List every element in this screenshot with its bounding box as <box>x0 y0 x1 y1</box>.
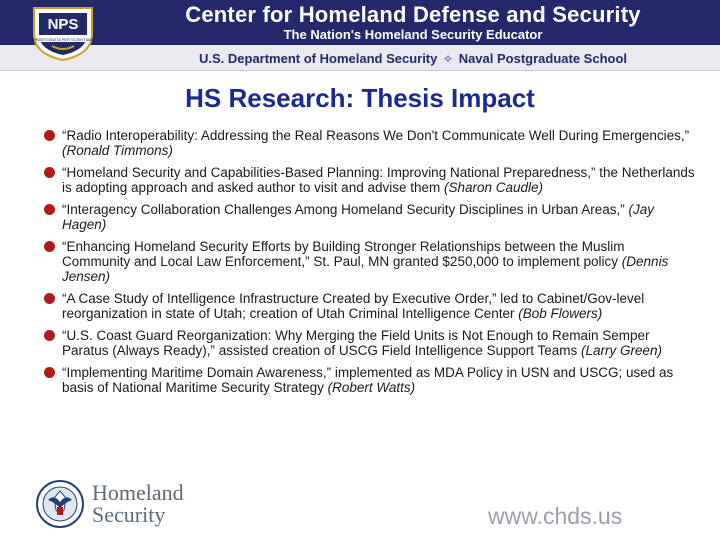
item-author: (Sharon Caudle) <box>444 180 544 195</box>
diamond-icon: ✧ <box>443 52 454 66</box>
item-text: “Interagency Collaboration Challenges Among Homeland Security Disciplines in Urban Areas,” <box>62 202 629 217</box>
dhs-wordmark-line2: Security <box>92 502 166 527</box>
dhs-seal-icon <box>36 480 84 528</box>
item-author: (Ronald Timmons) <box>62 143 173 158</box>
item-author: (Larry Green) <box>580 343 663 358</box>
item-text: “Radio Interoperability: Addressing the Real Reasons We Don't Communicate Well During Emergencies,” <box>62 128 690 143</box>
item-text: “A Case Study of Intelligence Infrastructure Created by Executive Order,” led to Cabinet/Gov-level reorganization in state of Utah; creation of Utah Criminal Intelligence Center <box>62 291 645 321</box>
item-text: “U.S. Coast Guard Reorganization: Why Merging the Field Units is Not Enough to Remain Semper Paratus (Always Ready),” assisted creation of USCG Field Intelligence Support Teams <box>62 328 650 358</box>
list-item <box>44 128 696 158</box>
bullet-icon <box>44 204 55 215</box>
list-item <box>44 291 696 321</box>
list-item <box>44 202 696 232</box>
bullet-icon <box>44 167 55 178</box>
slide-title: HS Research: Thesis Impact <box>185 83 535 113</box>
nps-logo <box>30 4 96 62</box>
list-item <box>44 365 696 395</box>
list-item <box>44 165 696 195</box>
list-item <box>44 239 696 284</box>
item-text: “Homeland Security and Capabilities-Based Planning: Improving National Preparedness,” the Netherlands is adopting approach and asked author to visit and advise them <box>62 165 695 195</box>
bullet-icon <box>44 293 55 304</box>
partner-nps: Naval Postgraduate School <box>458 51 628 66</box>
footer-url[interactable]: www.chds.us <box>488 503 623 529</box>
item-text: “Enhancing Homeland Security Efforts by Building Stronger Relationships between the Muslim Community and Local Law Enforcement,” St. Paul, MN granted $250,000 to implement policy <box>62 239 625 269</box>
item-author: (Robert Watts) <box>327 380 416 395</box>
item-text: “Implementing Maritime Domain Awareness,” implemented as MDA Policy in USN and USCG; used as basis of National Maritime Security Strategy <box>62 365 674 395</box>
bullet-icon <box>44 367 55 378</box>
bullet-icon <box>44 330 55 341</box>
dhs-wordmark-line1: Homeland <box>92 480 184 505</box>
partner-line <box>118 51 708 66</box>
list-item <box>44 328 696 358</box>
thesis-list <box>44 128 696 402</box>
bullet-icon <box>44 130 55 141</box>
partner-dhs: U.S. Department of Homeland Security <box>198 51 438 66</box>
bullet-icon <box>44 241 55 252</box>
item-author: (Bob Flowers) <box>518 306 603 321</box>
org-title: Center for Homeland Defense and Security <box>185 2 641 27</box>
item-author: (Jay Hagen) <box>62 202 655 232</box>
item-author: (Dennis Jensen) <box>62 254 669 284</box>
nps-logo-text: NPS <box>47 16 79 33</box>
org-subtitle: The Nation's Homeland Security Educator <box>283 27 543 42</box>
nps-logo-motto: PRAESTANTIA PER SCIENTIAM <box>33 37 93 42</box>
